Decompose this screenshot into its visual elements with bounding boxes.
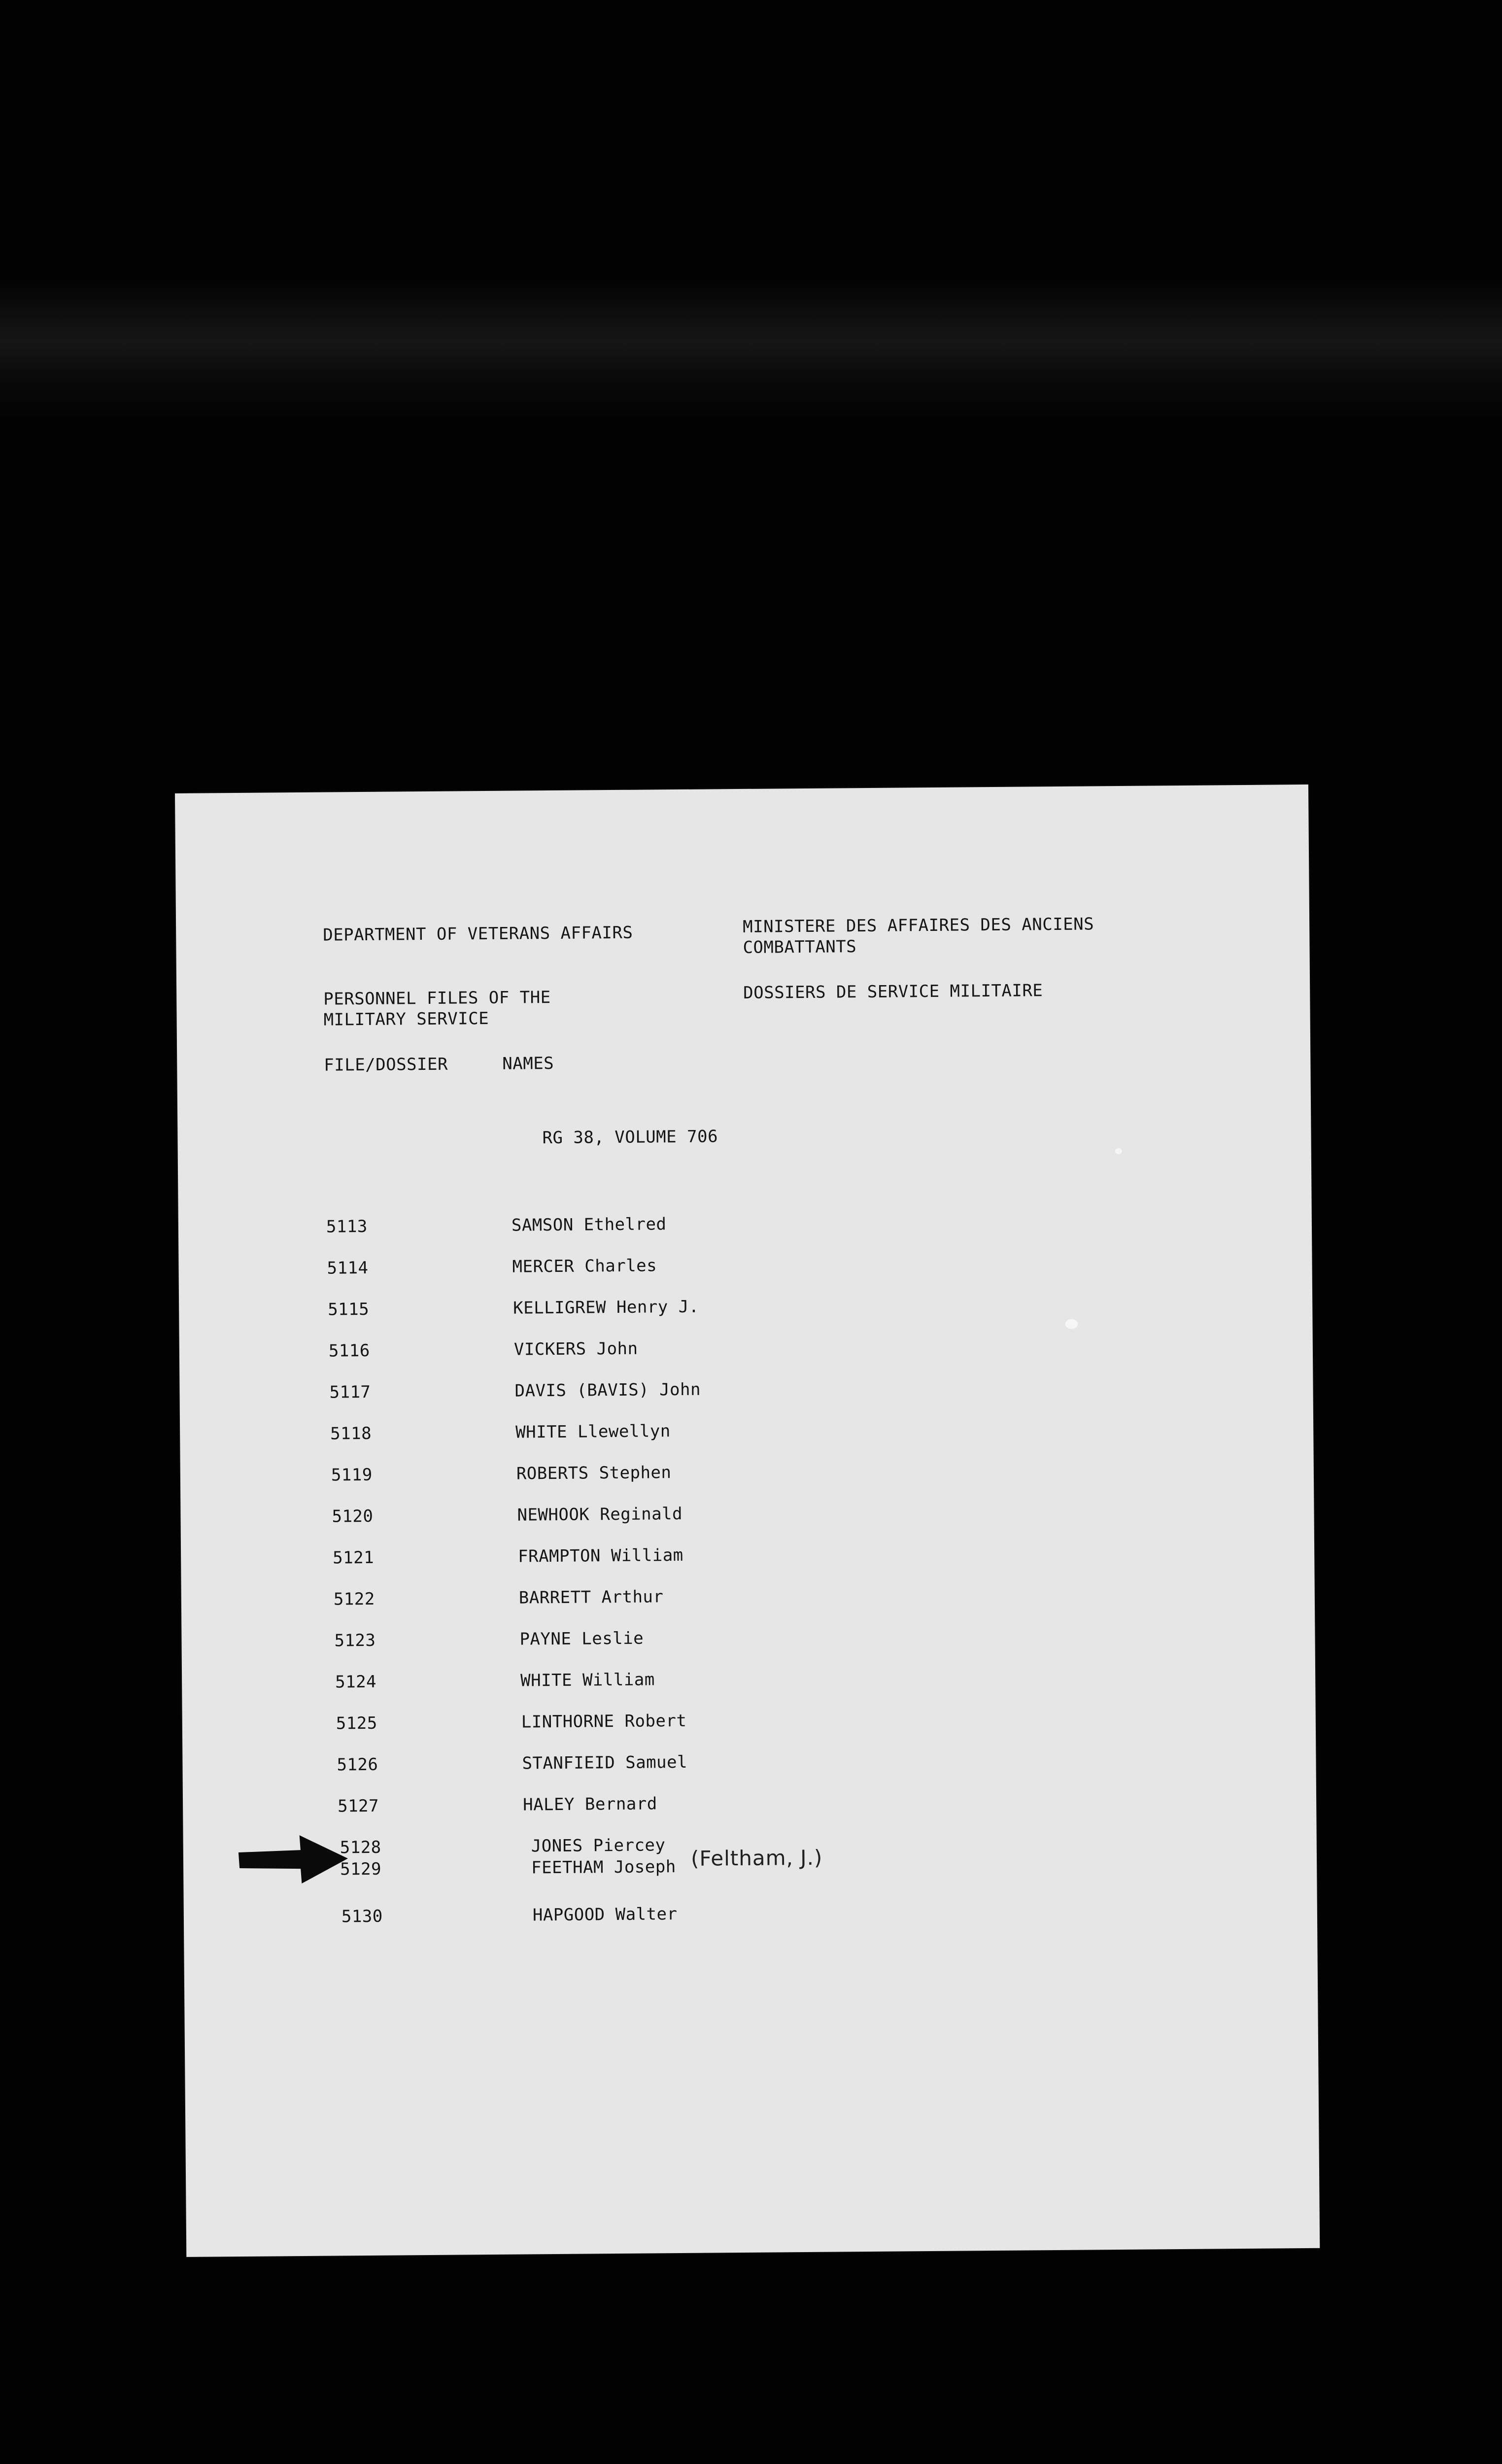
handwritten-note: (Feltham, J.) (690, 1845, 823, 1871)
column-file-header: FILE/DOSSIER (324, 1054, 448, 1075)
file-number: 5121 (333, 1547, 375, 1568)
volume-title: RG 38, VOLUME 706 (542, 1127, 718, 1148)
list-item (178, 1208, 1312, 1239)
person-name: DAVIS (BAVIS) John (514, 1379, 701, 1401)
person-name: MERCER Charles (512, 1256, 657, 1277)
person-name: NEWHOOK Reginald (517, 1504, 683, 1525)
paper-speck (1115, 1148, 1122, 1154)
list-item (182, 1705, 1316, 1736)
file-number: 5126 (337, 1754, 378, 1775)
file-number: 5117 (329, 1382, 371, 1403)
dept-fr-line1: MINISTERE DES AFFAIRES DES ANCIENS (743, 914, 1094, 937)
list-item (180, 1457, 1314, 1487)
person-name: KELLIGREW Henry J. (513, 1297, 699, 1318)
list-item (180, 1498, 1314, 1529)
person-name: WHITE Llewellyn (515, 1421, 671, 1442)
file-number: 5130 (341, 1906, 383, 1927)
list-item (180, 1415, 1313, 1446)
list-item (179, 1291, 1312, 1322)
file-number: 5120 (332, 1506, 374, 1527)
person-name: ROBERTS Stephen (516, 1463, 672, 1484)
person-name: HAPGOOD Walter (532, 1904, 678, 1925)
person-name: PAYNE Leslie (519, 1628, 644, 1649)
file-number: 5122 (333, 1589, 375, 1609)
file-number: 5124 (335, 1672, 377, 1692)
file-number: 5119 (331, 1465, 373, 1485)
person-name: JONES Piercey (531, 1835, 666, 1856)
person-name: HALEY Bernard (522, 1794, 657, 1815)
file-number: 5113 (326, 1216, 368, 1237)
files-en-line1: PERSONNEL FILES OF THE (323, 988, 551, 1009)
person-name: SAMSON Ethelred (511, 1214, 667, 1235)
file-number: 5127 (337, 1796, 379, 1816)
paper-speck (1065, 1319, 1078, 1329)
list-item (181, 1540, 1314, 1570)
column-names-header: NAMES (502, 1053, 554, 1074)
scanner-band (0, 276, 1502, 424)
file-number: 5123 (334, 1630, 376, 1651)
person-name: FRAMPTON William (518, 1545, 683, 1567)
person-name: VICKERS John (513, 1338, 638, 1360)
file-number: 5114 (327, 1258, 369, 1278)
list-item (181, 1581, 1315, 1611)
list-item (178, 1250, 1312, 1280)
list-item (181, 1622, 1315, 1653)
dept-fr-line2: COMBATTANTS (743, 937, 857, 958)
list-item (182, 1746, 1316, 1777)
document-page (175, 785, 1320, 2257)
list-item (182, 1664, 1315, 1694)
files-en-line2: MILITARY SERVICE (323, 1009, 489, 1030)
list-item (179, 1374, 1313, 1404)
file-number: 5128 (340, 1837, 381, 1858)
file-number: 5116 (328, 1340, 370, 1361)
person-name: WHITE William (520, 1670, 655, 1691)
list-item (184, 1898, 1317, 1929)
file-number: 5125 (336, 1713, 377, 1734)
dept-en: DEPARTMENT OF VETERANS AFFAIRS (323, 923, 633, 945)
file-number: 5118 (330, 1423, 372, 1444)
person-name: STANFIEID Samuel (522, 1752, 688, 1774)
file-number: 5129 (340, 1859, 382, 1880)
file-number: 5115 (328, 1299, 370, 1320)
person-name: BARRETT Arthur (518, 1587, 664, 1608)
person-name: LINTHORNE Robert (521, 1711, 687, 1732)
files-fr: DOSSIERS DE SERVICE MILITAIRE (743, 981, 1043, 1003)
list-item (179, 1333, 1313, 1363)
person-name: FEETHAM Joseph (531, 1857, 676, 1878)
list-item (183, 1788, 1316, 1818)
